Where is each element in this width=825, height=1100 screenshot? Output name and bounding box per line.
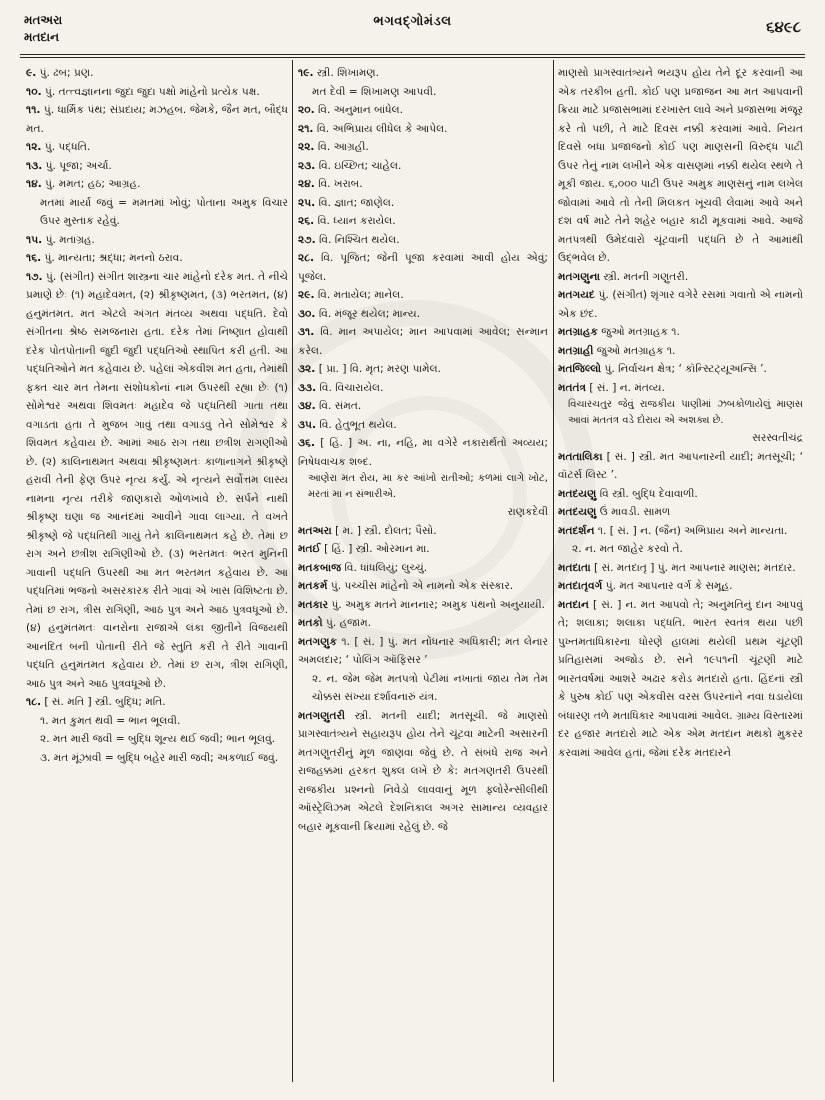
sense-number: ૧૮. — [26, 696, 42, 708]
sense-number: ૩૧. — [298, 326, 315, 338]
dictionary-entry — [298, 323, 548, 360]
dictionary-entry — [298, 120, 548, 139]
column-divider-1 — [292, 60, 293, 1082]
dictionary-entry — [298, 286, 548, 305]
entry-text: પું. તત્ત્વજ્ઞાનના જુદા જુદા પક્ષો માંહેનો પ્રત્યેક પક્ષ. — [44, 85, 260, 98]
entry-text: મતમાં માર્યા જવું = મમતમાં ખોવું; પોતાના અમુક વિચાર ઉપર મુસ્તાક રહેવું. — [40, 196, 288, 227]
sense-number: ૨૭. — [298, 233, 316, 246]
dictionary-entry — [558, 503, 803, 522]
sense-number: ૩૦. — [298, 307, 316, 320]
dictionary-entry — [558, 342, 803, 361]
entry-text: [ સં. મતદાતૃ ] પું. મત આપનાર માણસ; મતદાર. — [594, 561, 796, 574]
dictionary-entry — [558, 286, 803, 323]
entry-text: ૨. મત મારી જવી = બુદ્ધિ શૂન્ય થઈ જવી; ભાન ભૂલવું. — [40, 733, 276, 745]
dictionary-entry — [298, 522, 548, 541]
entry-text: [ સં. ] સ્ત્રી. મત આપનારની યાદી; મતસૂચી; ‘ વૉટર્સ લિસ્ટ ’. — [558, 450, 803, 481]
entry-headword: મતતાલિકા — [558, 450, 603, 463]
dictionary-entry — [298, 157, 548, 176]
last-headword: મતદાન — [24, 30, 60, 44]
dictionary-entry — [558, 323, 803, 342]
entry-headword: મતદયણુ — [558, 487, 597, 500]
dictionary-entry — [298, 614, 548, 633]
entry-text: પું. ઢબ; પ્રણ. — [39, 67, 94, 79]
entry-text: વિ. અનુમાન બાંધેલ. — [318, 104, 403, 116]
header-rule-thin — [20, 57, 805, 58]
entry-text: પું. પચ્ચીસ માંહેનો એ નામનો એક સંસ્કાર. — [330, 580, 514, 592]
entry-text: વિ. માન અપાયેલ; માન આપવામાં આવેલ; સન્માન કરેલ. — [298, 326, 548, 357]
entry-headword: મતજિલ્લો — [558, 363, 602, 375]
entry-text: વિ. મંજૂર થયેલ; માન્ય. — [318, 307, 421, 320]
entry-text: વિ. ધ્યાન કરાયેલ. — [317, 215, 396, 227]
dictionary-entry — [298, 101, 548, 120]
sense-number: ૧૪. — [26, 178, 42, 190]
dictionary-entry — [26, 730, 288, 749]
sense-number: ૧૦. — [26, 85, 42, 98]
entry-text: પું. (સંગીત) શૃંગાર વગેરે રસમાં ગવાતો એ નામનો એક છંદ. — [558, 289, 803, 320]
citation-source — [298, 503, 548, 522]
sense-number: ૨૯. — [298, 289, 315, 301]
sense-number: ૨૪. — [298, 178, 315, 190]
sense-number: ૨૮. — [298, 252, 315, 264]
dictionary-entry — [298, 397, 548, 416]
entry-text: મત દેવી = શિખામણ આપવી. — [312, 85, 437, 98]
entry-text: વિ. આગ્રહી. — [317, 141, 369, 153]
dictionary-entry — [298, 231, 548, 250]
dictionary-entry — [298, 670, 548, 707]
dictionary-entry — [298, 540, 548, 559]
sense-number: ૧૬. — [26, 252, 42, 264]
dictionary-entry — [558, 448, 803, 485]
dictionary-entry — [558, 540, 803, 559]
entry-text: જુઓ મતગ્રાહક ૧. — [596, 344, 676, 357]
entry-text: સરસ્વતીચંદ્ર — [752, 432, 803, 444]
dictionary-entry — [558, 522, 803, 541]
dictionary-entry — [298, 305, 548, 324]
entry-headword: મતકબાજ — [298, 561, 342, 574]
entry-text: રાણકદેવી — [507, 506, 548, 518]
entry-headword: મતદાતૃવર્ગ — [558, 580, 603, 592]
entry-headword: મતદાતા — [558, 561, 591, 574]
dictionary-entry — [26, 157, 288, 176]
dictionary-entry — [26, 175, 288, 194]
entry-text: પું. મત આપનાર વર્ગ કે સમૂહ. — [605, 580, 733, 592]
dictionary-entry — [558, 485, 803, 504]
dictionary-entry — [558, 268, 803, 287]
entry-text: [ પ્રા. ] વિ. મૃત; મરણ પામેલ. — [318, 363, 441, 375]
sense-number: ૨૬. — [298, 215, 315, 227]
entry-headword: મતદર્શન — [558, 524, 595, 537]
dictionary-entry — [26, 83, 288, 102]
citation-quote — [298, 471, 548, 503]
entry-text: પું. (સંગીત) સંગીત શાસ્ત્રના ચાર માંહેનો દરેક મત. તે નીચે પ્રમાણે છેઃ (૧) મહાદેવમત, (૨) શ્રીકૃષ્ણમત, (૩) ભરતમત, (૪) હનુમંતમત. મત એટલે અંગત મંતવ્ય અથવા પદ્ધતિ. દેવો સંગીતના શ્રેષ્ઠ સમજનારા હતા. દરેક તેમાં નિષ્ણાત હોવાથી દરેક પોતપોતાની જુદી જુદી પદ્ધતિઓ સ્થાપિત કરી હતી. આ પદ્ધતિઓને મત કહેવાય છે. પહેલાં એકવીશ મત હતા, તેમાંથી ફક્ત ચાર મત તેમના સંશોધકોનાં નામ ઉપરથી રહ્યા છેઃ (૧) સોમેશ્વર અથવા શિવમતઃ મહાદેવ જે પદ્ધતિથી ગાતા તથા વગાડતા હતા તે મુજબ ગાવું તથા વગાડવું તેને સોમેશ્વર કે શિવમત કહેવાય છે. આમાં આઠ રાગ તથા છત્રીશ રાગણીઓ છે. (૨) કાલિનાથમત અથવા શ્રીકૃષ્ણમતઃ કાળાનાગને શ્રીકૃષ્ણે હરાવી તેની ફેણ ઉપર નૃત્ય કર્યું. એ નૃત્યને સર્વોત્તમ લાસ્ય નામના નૃત્ય તરીકે જાણકારો ઓળખાવે છે. સર્પને નાથી શ્રીકૃષ્ણ ઘણા જ આનંદમાં આવીને ગાવા લાગ્યા. તે વખતે શ્રીકૃષ્ણે જે પદ્ધતિથી ગાયું તેને કાલિનાથમત કહે છે. તેમાં છ રાગ અને છત્રીશ રાગિણીઓ છે. (૩) ભરતમતઃ ભરત મુનિની ગાવાની પદ્ધતિ ઉપરથી આ મત ભરતમત કહેવાય છે. આ પદ્ધતિમાં ભજનો અસરકારક રીતે ગાવાં એ ખાસ વિશિષ્ટતા છે. તેમાં છ રાગ, ત્રીસ રાગિણી, આઠ પુત્ર અને આઠ પુત્રવધૂઓ છે. (૪) હનુમંતમતઃ વાનરોના રાજાએ લંકા જીતીને વિજયથી આનંદિત બની પોતાની રીતે જે સ્તુતિ કરી તે રીતે ગાવાની પદ્ધતિ હનુમંતમત કહેવાય છે. તેમાં છ રાગ, ત્રીશ રાગિણી, આઠ પુત્ર અને આઠ પુત્રવધૂઓ છે. — [26, 270, 288, 690]
dictionary-entry — [26, 749, 288, 768]
entry-text: [ સં. ] ન. મત આપવો તે; અનુમતિનું દાન આપવું તે; શલાકા; શલાકા પદ્ધતિ. ભારત સ્વતંત્ર થયા પછી પુખ્તમતાધિકારના ધોરણે હાલમાં થયેલી પ્રથમ ચૂંટણી પ્રતિહાસમાં અજોડ છે. સને ૧૯૫૧ની ચૂંટણી માટે ભારતવર્ષમાં આશરે અઢાર કરોડ મતદારો હતા. હિંદનાં સ્ત્રી કે પુરુષ કોઈ પણ એકવીસ વરસ ઉપરનાંને નવા ઘડાયેલા બંધારણ તળે મતાધિકાર આપવામાં આવેલ. ગ્રામ્ય વિસ્તારમાં દર હજાર મતદારો માટે એક એમ મતદાન મથકો મુકરર કરવામાં આવેલ હતાં, જેમાં દરેક મતદારને — [558, 598, 803, 759]
entry-text: ૨. ન. જેમ જેમ મતપત્રો પેટીમાં નખાતાં જાય તેમ તેમ ચોક્કસ સંખ્યા દર્શાવનારું યંત્ર. — [312, 672, 548, 703]
dictionary-entry — [558, 360, 803, 379]
entry-text: જુઓ મતગ્રાહક ૧. — [601, 326, 680, 338]
dictionary-entry — [298, 83, 548, 102]
sense-number: ૩૫. — [298, 418, 317, 431]
entry-text: વિ. ધાંધલિયું; લુચ્ચું. — [344, 561, 428, 574]
entry-text: સ્ત્રી. મતની ગણુતરી. — [603, 270, 689, 283]
dictionary-entry — [298, 596, 548, 615]
dictionary-entry — [26, 101, 288, 138]
dictionary-entry — [558, 559, 803, 578]
dictionary-entry — [298, 434, 548, 471]
entry-text: ૩. મત મૂંઝાવી = બુદ્ધિ બહેર મારી જવી; અકળાઈ જવું. — [40, 751, 279, 764]
sense-number: ૩૪. — [298, 400, 316, 412]
entry-text: વિ. ખરાબ. — [318, 178, 363, 190]
entry-text: પું. પદ્ધતિ. — [44, 141, 91, 153]
book-title: ભગવદ્ગોમંડલ — [373, 14, 452, 29]
column-2 — [298, 64, 548, 836]
entry-text: [ સં. ] ન. મંતવ્ય. — [589, 381, 665, 394]
entry-text: [ હિં. ] અ. ના, નહિ, મા વગેરે નકારાર્થતો અવ્યય; નિષેધવાચક શબ્દ. — [298, 437, 548, 468]
entry-headword: મતગણુના — [558, 270, 600, 283]
entry-text: માણસો પ્રાગસ્વાતંત્ર્યને ભયરૂપ હોય તેને દૂર કરવાની આ એક તરકીબ હતી. કોઈ પણ પ્રજાજન આ મત આપવાની ક્રિયા માટે પ્રજાસભામાં દરખાસ્ત લાવે અને પ્રજાસભા મંજૂર કરે તો પછી, તે માટે દિવસ નક્કી કરવામાં આવે. નિયત દિવસે બધા પ્રજાજનો કોઈ પણ માણસની વિરુદ્ધ પાટી ઉપર તેનું નામ લખીને એક વાસણમાં નક્કી થયેલ સ્થળે તે મૂકી જાય. ૬,૦૦૦ પાટી ઉપર અમુક માણસનું નામ લખેલ જોવામાં આવે તો તેની મિલકત ખૂંચવી લેવામાં આવે અને દશ વર્ષ માટે તેને શહેર બહાર કાઢી મૂકવામાં આવે. આજે મતપત્રથી ઉમેદવારો ચૂંટવાની પદ્ધતિ છે તે આમાંથી ઉદ્ભવેલ છે. — [558, 67, 803, 264]
dictionary-entry — [26, 693, 288, 712]
entry-text: વિ. મતાયેલ; માનેલ. — [317, 289, 404, 301]
entry-text: પું. પૂજા; અર્ચા. — [45, 159, 112, 172]
entry-text: સ્ત્રી. મતની યાદી; મતસૂચી. જે માણસો પ્રાગસ્વાતંત્ર્યને સહાયરૂપ હોય તેને ચૂંટવા માટેની અસારની મતગણુતરીનું મૂળ જાણવા જેવું છે. તે સંબંધે રાજ અને રાજહક્કમાં હરકત શુક્લ લખે છે કે: મતગણતરી ઉપરથી રાજકીય પ્રશ્નનો નિવેડો લાવવાનું મૂળ ફ્લોરેન્સીલીથી ઑસ્ટ્રેલિઝમ એટલે દેશનિકાલ અગર સામાન્ય વ્યવહાર બહાર મૂકવાની ક્રિયામાં રહેલું છે. જે — [298, 709, 548, 833]
dictionary-entry — [298, 138, 548, 157]
sense-number: ૧૯. — [298, 67, 314, 79]
dictionary-entry — [26, 64, 288, 83]
entry-headword: મતકો — [298, 617, 323, 629]
running-head-left — [24, 12, 62, 46]
sense-number: ૧૧. — [26, 104, 41, 116]
dictionary-entry — [298, 707, 548, 837]
entry-text: વિ. પૂજિત; જેની પૂજા કરવામાં આવી હોય એવું; પૂજેલ. — [298, 252, 548, 283]
dictionary-entry — [298, 379, 548, 398]
dictionary-entry — [298, 64, 548, 83]
entry-text: વિ. જ્ઞાત; જાણેલ. — [318, 196, 395, 209]
entry-text: ૨. ન. મત જાહેર કરવો તે. — [572, 543, 683, 555]
dictionary-entry — [558, 64, 803, 268]
column-1 — [26, 64, 288, 767]
entry-headword: મતગણુક — [298, 635, 337, 648]
dictionary-entry — [298, 577, 548, 596]
entry-text: પું. હજામ. — [326, 617, 372, 629]
entry-text: પું. અમુક મતને માનનાર; અમુક પંથનો અનુયાયી. — [331, 598, 546, 611]
entry-headword: મતઅરા — [298, 524, 332, 537]
dictionary-entry — [298, 559, 548, 578]
sense-number: ૨૦. — [298, 104, 315, 116]
entry-text: ૧. મત કુમત થવી = ભાન ભૂલવી. — [40, 714, 181, 727]
dictionary-entry — [26, 249, 288, 268]
sense-number: ૧૫. — [26, 233, 43, 246]
entry-headword: મતકાર — [298, 598, 329, 611]
sense-number: ૧૭. — [26, 270, 43, 283]
entry-headword: મતગયદ — [558, 289, 595, 301]
entry-headword: મતઈ — [298, 543, 321, 555]
sense-number: ૨૫. — [298, 196, 316, 209]
entry-headword: મતગ્રાહક — [558, 326, 598, 338]
entry-headword: મતકર્મ — [298, 580, 328, 592]
dictionary-entry — [26, 231, 288, 250]
entry-text: [ સં. મતિ ] સ્ત્રી. બુદ્ધિ; મતિ. — [44, 696, 166, 708]
sense-number: ૩૬. — [298, 437, 316, 449]
sense-number: ૧૨. — [26, 141, 42, 153]
sense-number: ૩૨. — [298, 363, 316, 375]
page-number: ૬૪૯૮ — [766, 18, 801, 36]
entry-headword: મતદયણુ — [558, 506, 597, 518]
dictionary-entry — [26, 138, 288, 157]
sense-number: ૨૩. — [298, 159, 316, 172]
entry-text: વિ. સંમત. — [319, 400, 362, 412]
dictionary-entry — [26, 712, 288, 731]
entry-headword: મતગ્રાહી — [558, 344, 594, 357]
entry-text: પું. ધાર્મિક પંથ; સંપ્રદાય; મઝહબ. જેમકે, જૈન મત, બૌદ્ધ મત. — [26, 104, 288, 135]
dictionary-entry — [298, 249, 548, 286]
entry-text: પું. મતાગ્રહ. — [45, 233, 95, 246]
sense-number: ૧૩. — [26, 159, 43, 172]
entry-text: ૧. [ સં. ] પું. મત નોંધનાર અધિકારી; મત લેનાર અમલદાર; ‘ પોલિંગ ઑફિસર ’ — [298, 635, 548, 666]
entry-headword: મતતંત્ર — [558, 381, 587, 394]
entry-text: પું. માન્યતા; શ્રદ્ધા; મનનો ઠરાવ. — [44, 252, 183, 264]
entry-text: વિચારચતુર જેવું રાજકીય પાણીમાં ઝબકોળાયેલું માણસ આવાં મતતંત્ર વડે દોરાય એ અશક્ય છે. — [568, 399, 803, 426]
dictionary-entry — [298, 416, 548, 435]
column-3 — [558, 64, 803, 762]
sense-number: ૨૨. — [298, 141, 315, 153]
entry-text: વિ. અભિપ્રાય લીધેલ કે આપેલ. — [316, 122, 448, 135]
entry-text: વિ. હેતુભૂત થયેલ. — [319, 418, 397, 431]
entry-text: ૧. [ સં. ] ન. (જૈન) અભિપ્રાય અને માન્યતા. — [597, 524, 788, 537]
entry-text: સ્ત્રી. શિખામણ. — [316, 67, 380, 79]
entry-text: પું. મમત; હઠ; આગ્રહ. — [45, 178, 141, 190]
entry-text: આણેરા મત રોય, મા કર આંખો રાતીઓ; કળમાં લાગે ખોટ, મરતાં મા ન સંભારીએ. — [308, 473, 548, 500]
sense-number: ૨૧. — [298, 122, 314, 135]
dictionary-entry — [558, 379, 803, 398]
first-headword: મતઅરા — [24, 13, 63, 27]
dictionary-entry — [558, 596, 803, 763]
sense-number: ૯. — [26, 67, 37, 79]
entry-text: પું. નિર્વાચન ક્ષેત્ર; ‘ કૉન્સ્ટિટ્યૂઅન્સિ ’. — [604, 363, 767, 375]
dictionary-entry — [298, 212, 548, 231]
column-divider-2 — [553, 60, 554, 1082]
dictionary-entry — [298, 360, 548, 379]
entry-text: વિ. નિશ્ચિત થયેલ. — [318, 233, 400, 246]
entry-headword: મતદાન — [558, 598, 589, 611]
dictionary-entry — [26, 194, 288, 231]
entry-text: [ હિં. ] સ્ત્રી. ઓરમાન મા. — [324, 543, 430, 555]
entry-text: વિ. ઇચ્છિત; ચાહેલ. — [318, 159, 402, 172]
entry-text: વિ. વિચારાયેલ. — [319, 381, 384, 394]
dictionary-entry — [26, 268, 288, 694]
sense-number: ૩૩. — [298, 381, 317, 394]
entry-text: વિ સ્ત્રી. બુદ્ધિ દેવાવાળી. — [599, 487, 698, 500]
entry-text: [ મ. ] સ્ત્રી. દોલત; પૈસો. — [335, 524, 437, 537]
dictionary-entry — [298, 175, 548, 194]
citation-quote — [558, 397, 803, 429]
header-rule — [20, 54, 805, 55]
entry-headword: મતગણુતરી — [298, 709, 346, 722]
entry-text: ઉં માવડી. સામળ — [599, 506, 671, 518]
citation-source — [558, 429, 803, 448]
dictionary-entry — [558, 577, 803, 596]
dictionary-entry — [298, 633, 548, 670]
dictionary-entry — [298, 194, 548, 213]
